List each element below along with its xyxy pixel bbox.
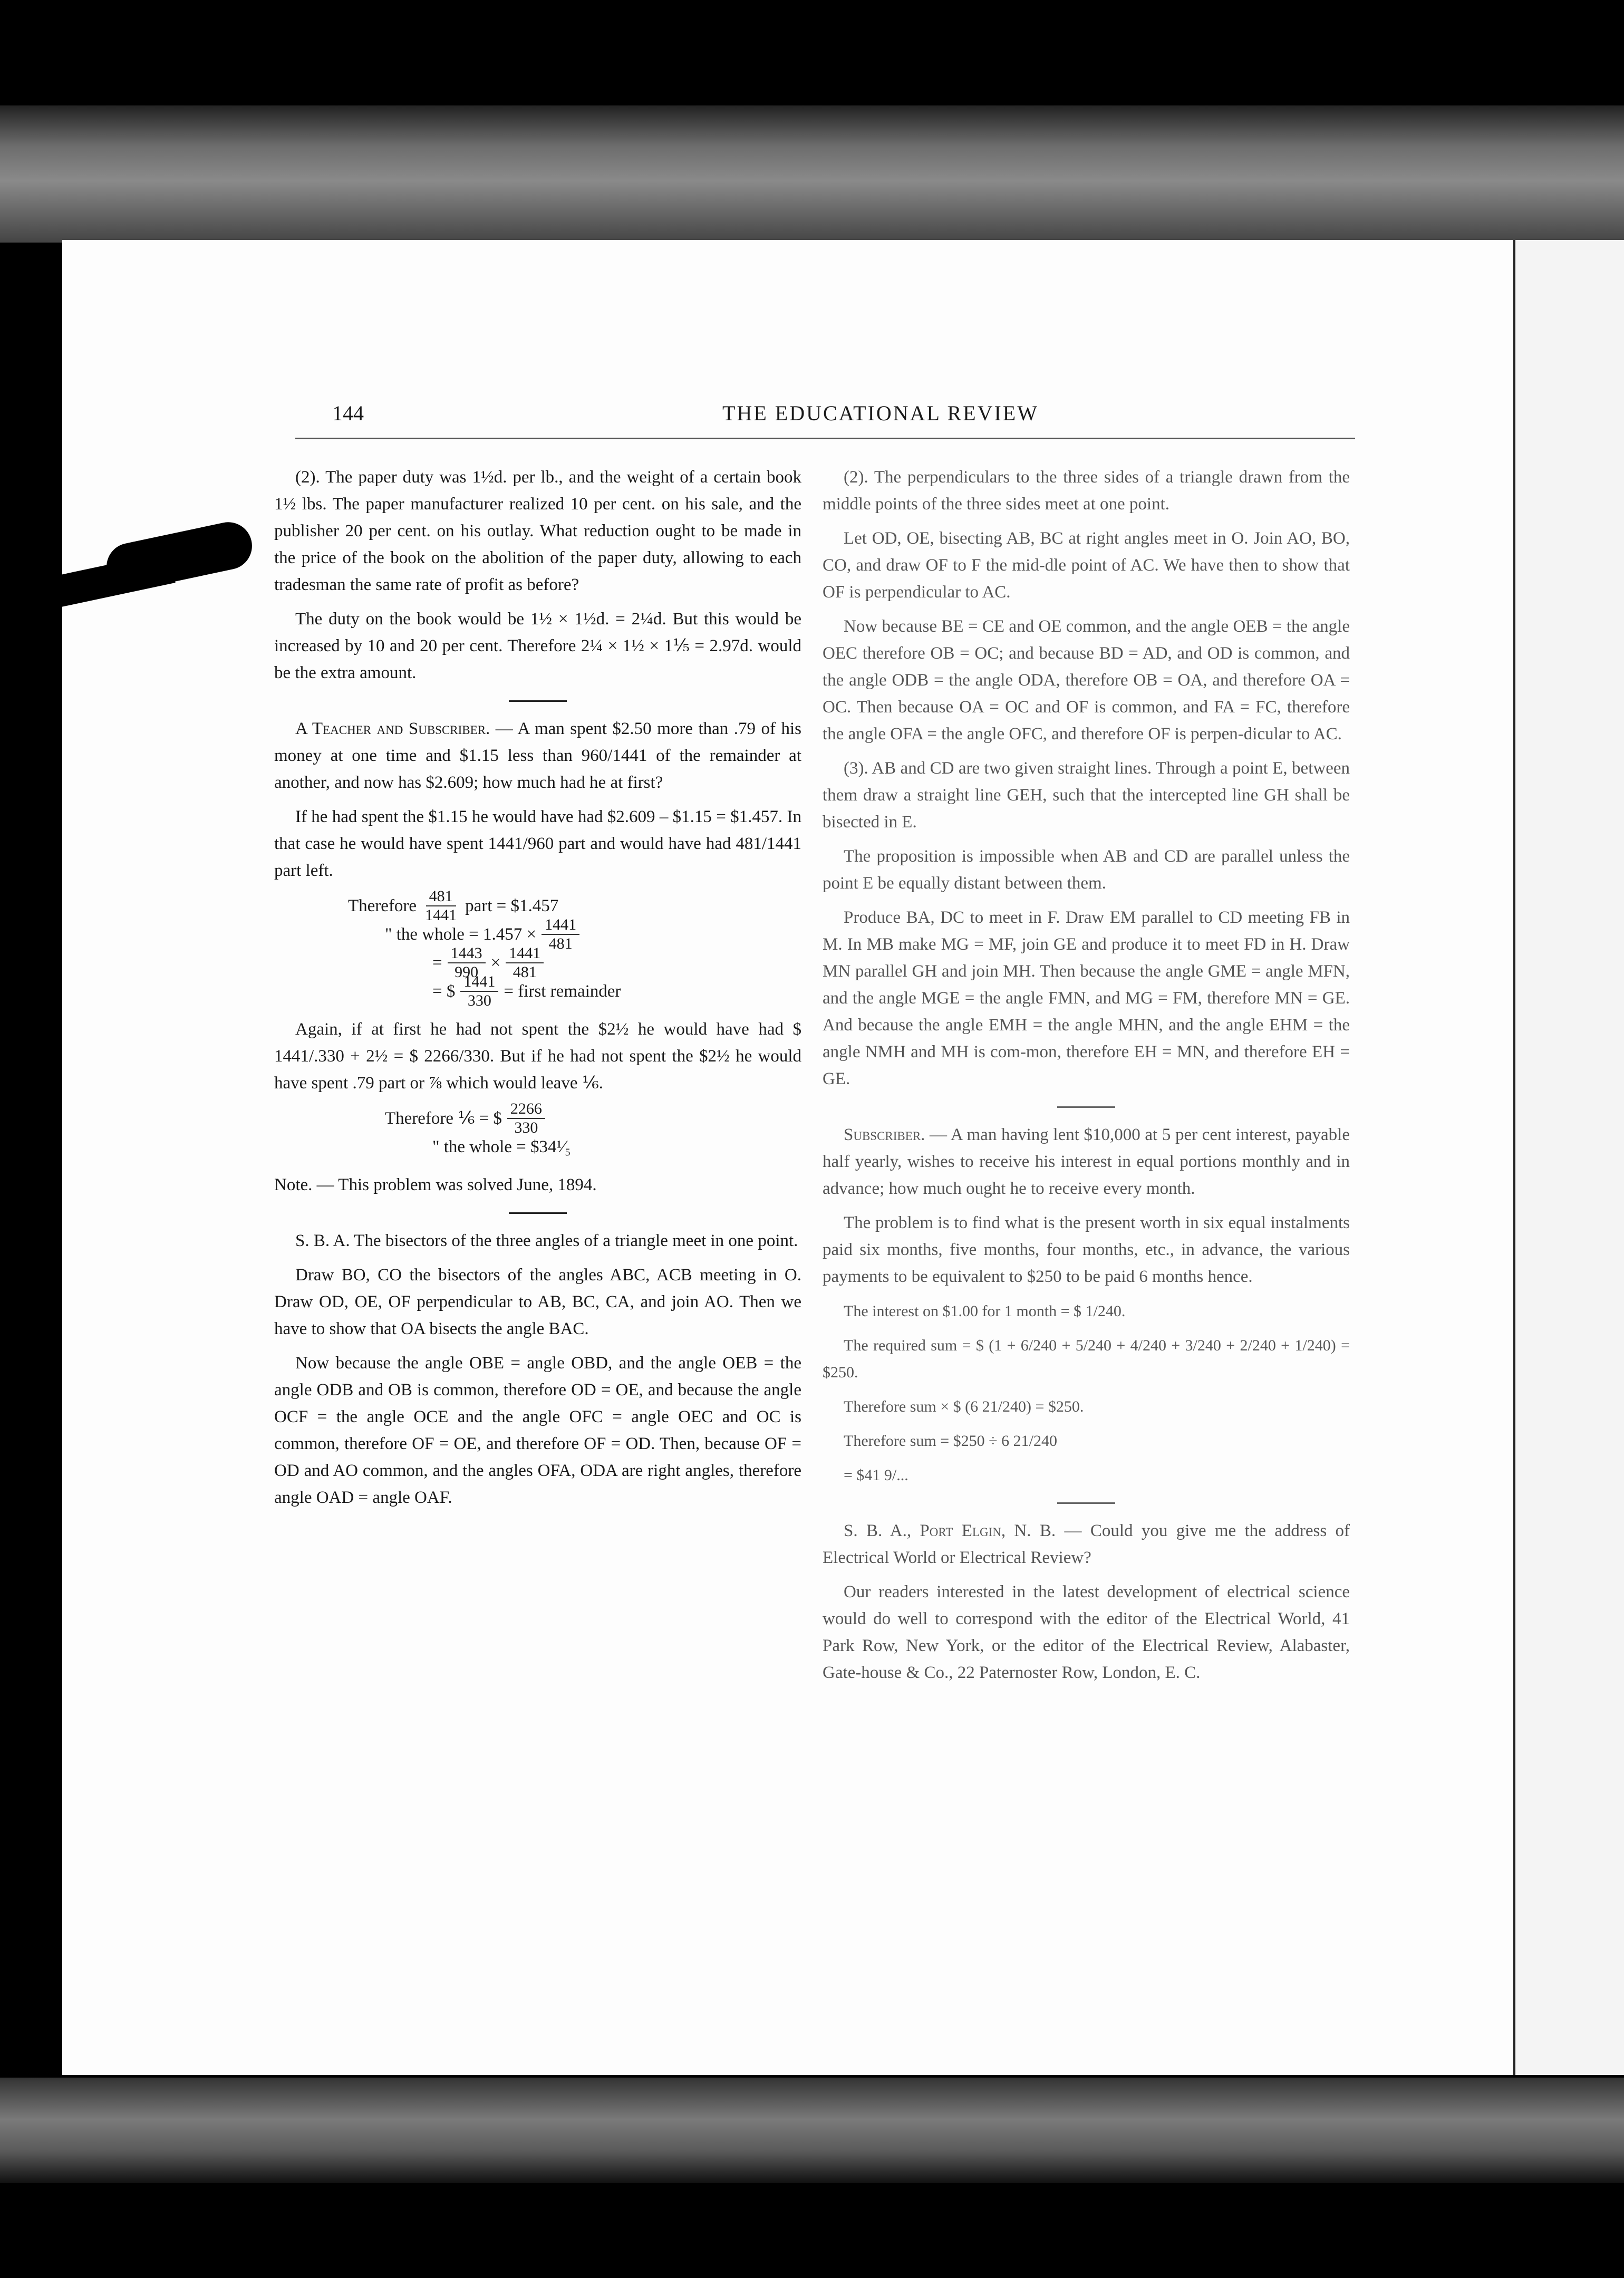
math-fraction: $\frac{1441}{330}$ [460, 973, 498, 1010]
paragraph-produce: Produce BA, DC to meet in F. Draw EM parallel to CD meeting FB in M. In MB make MG = MF, join GE and produce it to meet FD in H. Draw MN parallel GH and join MH. Then because the angle GME = angle MFN, and the angle MGE = the angle FMN, and MG = FM, therefore MN = GE. And because the angle EMH = the angle MHN, and the angle EHM = the angle NMH and MH is com-mon, therefore EH = MN, and therefore EH = GE. [823, 908, 1350, 1088]
paragraph-address-answer: Our readers interested in the latest development of electrical science would do well to correspond with the editor of the Electrical World, 41 Park Row, New York, or the editor of the Electrical Review, Alabaster, Gate-house & Co., 22 Paternoster Row, London, E. C. [823, 1582, 1350, 1682]
math-fraction: $\frac{1443}{990}$ [448, 944, 486, 981]
math-text: = first remainder [504, 981, 621, 1001]
math-fraction: $\frac{1441}{481}$ [542, 916, 579, 953]
paragraph-bisectors-construction: Draw BO, CO the bisectors of the angles ABC, ACB meeting in O. Draw OD, OE, OF perpendicular to AB, BC, CA, and join AO. Then we have to show that OA bisects the angle BAC. [274, 1266, 801, 1338]
paragraph-duty-solution: The duty on the book would be 1½ × 1½d. = 2¼d. But this would be increased by 10 and 20 per cent. Therefore 2¼ × 1½ × 1⅕ = 2.97d. would be the extra amount. [274, 610, 801, 682]
page-number: 144 [332, 401, 364, 425]
calc-line: The interest on $1.00 for 1 month = $ 1/240. [844, 1302, 1126, 1320]
math-fraction: $\frac{2266}{330}$ [507, 1100, 545, 1137]
math-row [274, 887, 801, 924]
section-separator [509, 700, 567, 702]
correspondent-name: S. B. A., Port Elgin, N. B. [844, 1521, 1056, 1540]
page-header [332, 401, 1387, 432]
paragraph-bisectors-question [274, 1228, 801, 1254]
math-row [274, 1133, 801, 1161]
section-separator [1057, 1502, 1115, 1504]
math-text: = $ [432, 981, 456, 1001]
math-label: Therefore [348, 896, 417, 915]
calc-line: Therefore sum = $250 ÷ 6 21/240 [844, 1432, 1057, 1450]
paragraph-again: Again, if at first he had not spent the $2½ he would have had $ 1441/.330 + 2½ = $ 2266/330. But if he had not spent the $2½ he would have spent .79 part or ⅞ which would leave ⅙. [274, 1020, 801, 1093]
math-row [274, 1100, 801, 1136]
math-text: part = $1.457 [465, 896, 559, 915]
correspondent-name: A Teacher and Subscriber. [295, 719, 490, 738]
question-text: — A man having lent $10,000 at 5 per cent interest, payable half yearly, wishes to receive his interest in equal portions monthly and in advance; how much ought he to receive every month. [823, 1125, 1350, 1198]
calc-line: The required sum = $ (1 + 6/240 + 5/240 + 4/240 + 3/240 + 2/240 + 1/240) = $250. [823, 1337, 1350, 1381]
math-row [274, 973, 801, 1009]
paragraph-perp-proof: Now because BE = CE and OE common, and the angle OEB = the angle OEC therefore OB = OC; and because BD = AD, and OD is common, and the angle ODB = the angle ODA, therefore OB = OA, and therefore OA = OC. Then because OA = OC and OF is common, and FA = FC, therefore the angle OFA = the angle OFC, and therefore OF is perpen-dicular to AC. [823, 617, 1350, 744]
paragraph-teacher-subscriber [274, 716, 801, 796]
math-text: " the whole = $34¹⁄₅ [432, 1137, 571, 1156]
paragraph-straight-lines: (3). AB and CD are two given straight lines. Through a point E, between them draw a straight line GEH, such that the intercepted line GH shall be bisected in E. [823, 759, 1350, 832]
paragraph-perp-construction: Let OD, OE, bisecting AB, BC at right angles meet in O. Join AO, BO, CO, and draw OF to F the mid-dle point of AC. We have then to show that OF is perpendicular to AC. [823, 529, 1350, 602]
math-text: " the whole = 1.457 × [385, 924, 537, 944]
scan-shadow-bottom [0, 2078, 1624, 2183]
paragraph-perpendiculars: (2). The perpendiculars to the three sides of a triangle drawn from the middle points of the three sides meet at one point. [823, 468, 1350, 514]
paragraph-present-worth: The problem is to find what is the present worth in six equal instalments paid six months, five months, four months, etc., in advance, the various payments to be equivalent to $250 to be paid 6 months hence. [823, 1213, 1350, 1286]
paragraph-paper-duty: (2). The paper duty was 1½d. per lb., and the weight of a certain book 1½ lbs. The paper manufacturer realized 10 per cent. on his sale, and the publisher 20 per cent. on his outlay. What reduction ought to be made in the price of the book on the abolition of the paper duty, allowing to each tradesman the same rate of profit as before? [274, 468, 801, 594]
math-row: = $\frac{1443}{990}$ × $\frac{1441}{481}$ [274, 949, 801, 977]
paragraph-spent-reasoning: If he had spent the $1.15 he would have had $2.609 – $1.15 = $1.457. In that case he would have spent 1441/960 part and would have had 481/1441 part left. [274, 807, 801, 880]
right-column [823, 464, 1350, 1694]
header-rule [295, 438, 1355, 439]
math-fraction: $\frac{481}{1441}$ [425, 887, 457, 924]
section-separator [1057, 1106, 1115, 1108]
paragraph-bisectors-proof: Now because the angle OBE = angle OBD, and the angle OEB = the angle ODB and OB is common, therefore OD = OE, and because the angle OCF = the angle OCE and the angle OFC = angle OEC and OC is common, therefore OF = OE, and therefore OF = OD. Then, because OF = OD and AO common, and the angles OFA, ODA are right angles, therefore angle OAD = angle OAF. [274, 1354, 801, 1507]
math-block-remainder [274, 887, 801, 1009]
question-text: — Could you give me the address of Electrical World or Electrical Review? [823, 1521, 1350, 1567]
correspondent-name: Subscriber. [844, 1125, 925, 1144]
question-text: — A man spent $2.50 more than .79 of his money at one time and $1.15 less than 960/1441 of the remainder at another, and now has $2.609; how much had he at first? [274, 719, 801, 792]
section-separator [509, 1212, 567, 1214]
math-label: Therefore ⅙ = $ [385, 1108, 502, 1128]
left-column [274, 464, 801, 1519]
calc-line: Therefore sum × $ (6 21/240) = $250. [844, 1398, 1084, 1415]
note: Note. — This problem was solved June, 1894. [274, 1175, 597, 1194]
calc-line: = $41 9/... [844, 1466, 908, 1484]
math-fraction: $\frac{1441}{481}$ [506, 944, 544, 981]
paragraph-impossible: The proposition is impossible when AB and CD are parallel unless the point E be equally distant between them. [823, 847, 1350, 893]
scan-shadow-top [0, 105, 1624, 243]
facing-page-edge [1513, 240, 1624, 2075]
math-block-whole [274, 1100, 801, 1161]
correspondent-name: S. B. A. [295, 1231, 350, 1250]
paragraph-subscriber [823, 1122, 1350, 1202]
paragraph-address-question [823, 1518, 1350, 1571]
running-title: THE EDUCATIONAL REVIEW [722, 401, 1039, 425]
question-text: The bisectors of the three angles of a triangle meet in one point. [350, 1231, 798, 1250]
math-text: × [490, 953, 501, 972]
